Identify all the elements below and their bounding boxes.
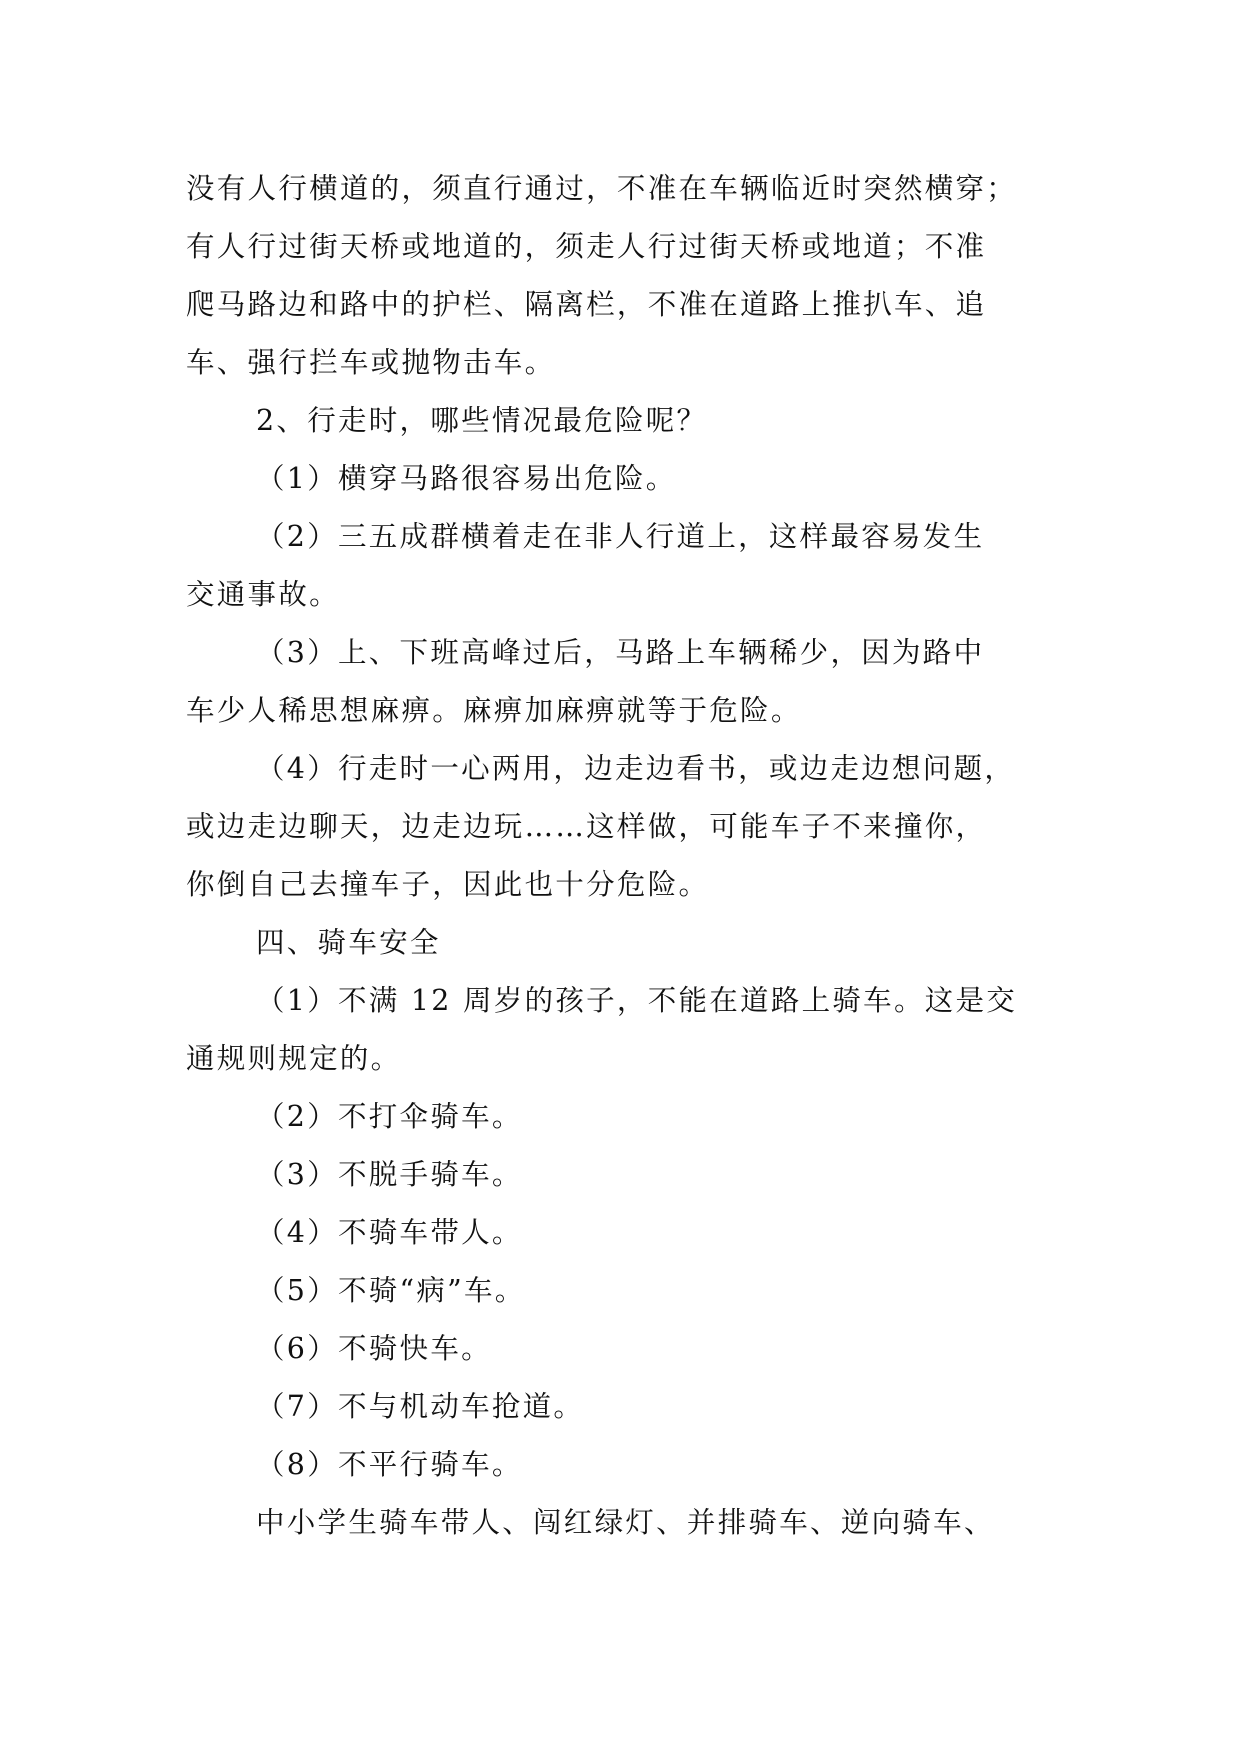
text-line: 没有人行横道的，须直行通过，不准在车辆临近时突然横穿；	[186, 172, 1018, 205]
list-item: （8）不平行骑车。	[256, 1448, 523, 1481]
text-line: 有人行过街天桥或地道的，须走人行过街天桥或地道；不准	[186, 230, 987, 263]
text-line: 爬马路边和路中的护栏、隔离栏，不准在道路上推扒车、追	[186, 288, 987, 321]
section-question-heading: 2、行走时，哪些情况最危险呢？	[256, 404, 708, 437]
list-item: （3）上、下班高峰过后，马路上车辆稀少，因为路中	[256, 636, 985, 669]
list-item: （7）不与机动车抢道。	[256, 1390, 585, 1423]
text-line: 你倒自己去撞车子，因此也十分危险。	[186, 868, 710, 901]
list-item: （6）不骑快车。	[256, 1332, 492, 1365]
text-line: 车、强行拦车或抛物击车。	[186, 346, 556, 379]
document-body	[186, 160, 1066, 1552]
list-item: （2）不打伞骑车。	[256, 1100, 523, 1133]
list-item: （4）不骑车带人。	[256, 1216, 523, 1249]
list-item: （3）不脱手骑车。	[256, 1158, 523, 1191]
list-item: （2）三五成群横着走在非人行道上，这样最容易发生	[256, 520, 985, 553]
paragraph-start: 中小学生骑车带人、闯红绿灯、并排骑车、逆向骑车、	[256, 1506, 995, 1539]
text-line: 交通事故。	[186, 578, 340, 611]
list-item: （1）不满 12 周岁的孩子，不能在道路上骑车。这是交	[256, 984, 1018, 1017]
text-line: 车少人稀思想麻痹。麻痹加麻痹就等于危险。	[186, 694, 802, 727]
text-line: 通规则规定的。	[186, 1042, 402, 1075]
list-item: （5）不骑“病”车。	[256, 1274, 526, 1307]
text-line: 或边走边聊天，边走边玩……这样做，可能车子不来撞你，	[186, 810, 987, 843]
list-item: （4）行走时一心两用，边走边看书，或边走边想问题，	[256, 752, 1016, 785]
section-heading: 四、骑车安全	[256, 926, 441, 959]
list-item: （1）横穿马路很容易出危险。	[256, 462, 677, 495]
